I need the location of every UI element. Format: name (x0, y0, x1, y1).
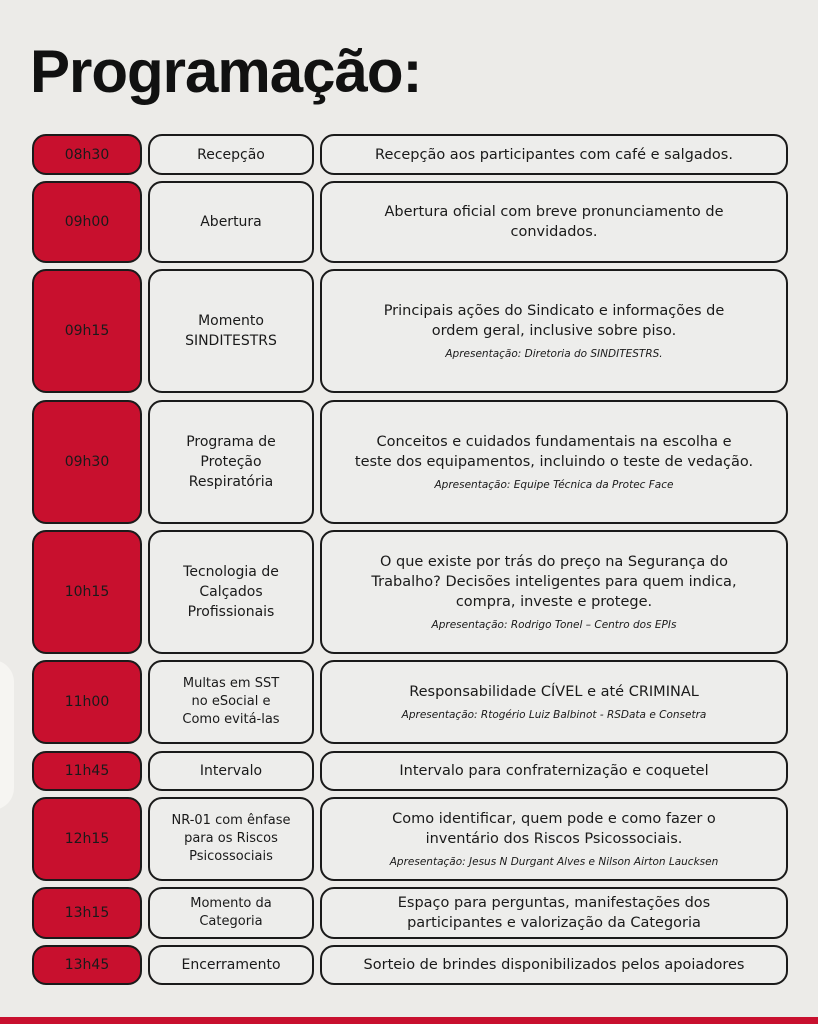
schedule-row (32, 181, 788, 263)
description-line: inventário dos Riscos Psicossociais. (425, 831, 683, 847)
presenter-credit: Apresentação: Diretoria do SINDITESTRS. (445, 348, 663, 360)
description-line: ordem geral, inclusive sobre piso. (431, 323, 677, 339)
session-label (148, 269, 314, 393)
session-label-line: para os Riscos (184, 831, 278, 846)
session-description (320, 887, 788, 939)
description-line: Conceitos e cuidados fundamentais na escolha e (376, 434, 732, 450)
session-label-line: Intervalo (199, 763, 263, 779)
session-label (148, 887, 314, 939)
schedule-row (32, 400, 788, 524)
session-label (148, 660, 314, 744)
session-label-line: Multas em SST (182, 676, 280, 691)
session-label-line: Categoria (199, 914, 263, 929)
session-label-line: Calçados (199, 584, 263, 600)
description-line: compra, investe e protege. (455, 594, 653, 610)
time-cell: 08h30 (32, 134, 142, 175)
session-label-line: Encerramento (181, 957, 281, 973)
schedule-row (32, 660, 788, 744)
description-line: Principais ações do Sindicato e informações de (383, 303, 725, 319)
session-label-line: Recepção (197, 146, 265, 163)
time-cell: 11h45 (32, 751, 142, 791)
session-label-line: SINDITESTRS (185, 333, 277, 349)
description-line: participantes e valorização da Categoria (407, 915, 701, 931)
description-line: Como identificar, quem pode e como fazer o (392, 811, 716, 827)
session-description (320, 660, 788, 744)
session-label-line: Profissionais (187, 604, 275, 620)
session-description (320, 797, 788, 881)
description-line: Espaço para perguntas, manifestações dos (397, 895, 711, 911)
presenter-credit: Apresentação: Rtogério Luiz Balbinot - RSData e Consetra (401, 709, 707, 721)
presenter-credit: Apresentação: Rodrigo Tonel – Centro dos EPIs (431, 619, 677, 631)
session-label-line: Programa de (186, 434, 276, 450)
bottom-accent-bar (0, 1017, 818, 1024)
time-cell: 11h00 (32, 660, 142, 744)
presenter-credit: Apresentação: Equipe Técnica da Protec Face (434, 479, 674, 491)
session-label (148, 530, 314, 654)
description-line: O que existe por trás do preço na Segurança do (379, 554, 729, 570)
session-label (148, 797, 314, 881)
session-description (320, 134, 788, 175)
session-description (320, 945, 788, 985)
description-line: convidados. (510, 224, 598, 240)
session-label-line: Momento (198, 313, 264, 329)
session-description (320, 751, 788, 791)
session-label-line: Tecnologia de (183, 564, 279, 580)
session-description (320, 181, 788, 263)
session-description (320, 530, 788, 654)
time-cell: 10h15 (32, 530, 142, 654)
description-line: Trabalho? Decisões inteligentes para quem indica, (371, 574, 737, 590)
description-line: Abertura oficial com breve pronunciamento de (384, 204, 724, 220)
time-cell: 12h15 (32, 797, 142, 881)
description-line: Sorteio de brindes disponibilizados pelos apoiadores (363, 957, 745, 973)
description-line: Recepção aos participantes com café e salgados. (375, 146, 733, 163)
schedule-row (32, 797, 788, 881)
session-label-line: Respiratória (188, 474, 274, 490)
time-cell: 09h15 (32, 269, 142, 393)
schedule-row (32, 269, 788, 393)
presenter-credit: Apresentação: Jesus N Durgant Alves e Nilson Airton Laucksen (389, 856, 719, 868)
schedule-row (32, 945, 788, 985)
session-description (320, 400, 788, 524)
time-cell: 09h30 (32, 400, 142, 524)
session-label (148, 400, 314, 524)
description-line: Responsabilidade CÍVEL e até CRIMINAL (409, 684, 699, 700)
session-label (148, 751, 314, 791)
time-cell: 09h00 (32, 181, 142, 263)
session-label-line: Psicossociais (189, 849, 273, 864)
session-label-line: Proteção (200, 454, 262, 470)
schedule-row (32, 751, 788, 791)
session-label (148, 945, 314, 985)
page-title: Programação: (30, 38, 422, 105)
schedule-row (32, 887, 788, 939)
session-label-line: NR-01 com ênfase (171, 813, 291, 828)
time-cell: 13h45 (32, 945, 142, 985)
decorative-shape (0, 660, 14, 810)
session-label-line: Como evitá-las (182, 712, 280, 727)
schedule-row (32, 134, 788, 175)
session-description (320, 269, 788, 393)
description-line: Intervalo para confraternização e coquetel (399, 763, 709, 779)
session-label (148, 181, 314, 263)
session-label-line: Abertura (200, 214, 262, 230)
time-cell: 13h15 (32, 887, 142, 939)
session-label-line: no eSocial e (191, 694, 271, 709)
description-line: teste dos equipamentos, incluindo o teste de vedação. (354, 454, 754, 470)
session-label-line: Momento da (190, 896, 272, 911)
session-label (148, 134, 314, 175)
schedule-row (32, 530, 788, 654)
